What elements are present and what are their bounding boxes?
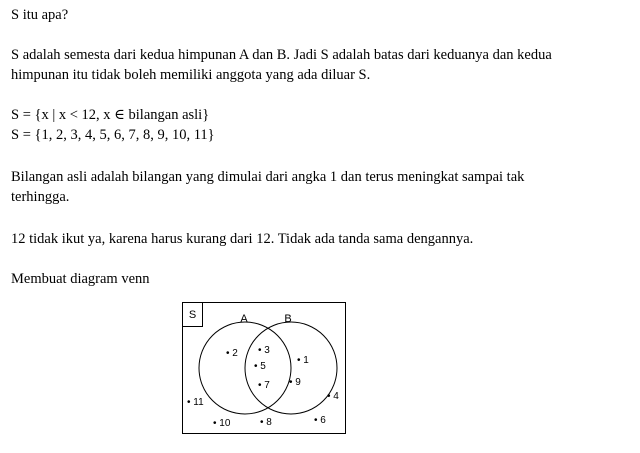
set-b-label: B bbox=[284, 313, 292, 325]
paragraph-line: Bilangan asli adalah bilangan yang dimulai dari angka 1 dan terus meningkat sampai tak bbox=[11, 169, 525, 185]
set-builder-notation: S = {x | x < 12, x ∈ bilangan asli} bbox=[11, 107, 210, 123]
element-outside: • 6 bbox=[314, 415, 326, 426]
set-a-label: A bbox=[240, 313, 248, 325]
element-only-a: • 2 bbox=[226, 348, 238, 359]
paragraph-line: S adalah semesta dari kedua himpunan A dan B. Jadi S adalah batas dari keduanya dan kedua bbox=[11, 47, 552, 63]
element-only-b: • 1 bbox=[297, 355, 309, 366]
venn-diagram bbox=[182, 302, 347, 435]
set-roster-notation: S = {1, 2, 3, 4, 5, 6, 7, 8, 9, 10, 11} bbox=[11, 127, 215, 143]
element-outside: • 10 bbox=[213, 418, 231, 429]
heading: S itu apa? bbox=[11, 7, 69, 23]
paragraph-line: Membuat diagram venn bbox=[11, 271, 150, 287]
element-intersection: • 5 bbox=[254, 361, 266, 372]
element-intersection: • 3 bbox=[258, 345, 270, 356]
element-outside: • 4 bbox=[327, 391, 339, 402]
paragraph-line: terhingga. bbox=[11, 189, 70, 205]
paragraph-line: 12 tidak ikut ya, karena harus kurang dari 12. Tidak ada tanda sama dengannya. bbox=[11, 231, 474, 247]
element-outside: • 8 bbox=[260, 417, 272, 428]
element-only-b: • 9 bbox=[289, 377, 301, 388]
paragraph-line: himpunan itu tidak boleh memiliki anggota yang ada diluar S. bbox=[11, 67, 371, 83]
element-intersection: • 7 bbox=[258, 380, 270, 391]
universe-label: S bbox=[188, 309, 197, 321]
venn-diagram-svg bbox=[182, 302, 347, 435]
element-outside: • 11 bbox=[187, 397, 204, 408]
